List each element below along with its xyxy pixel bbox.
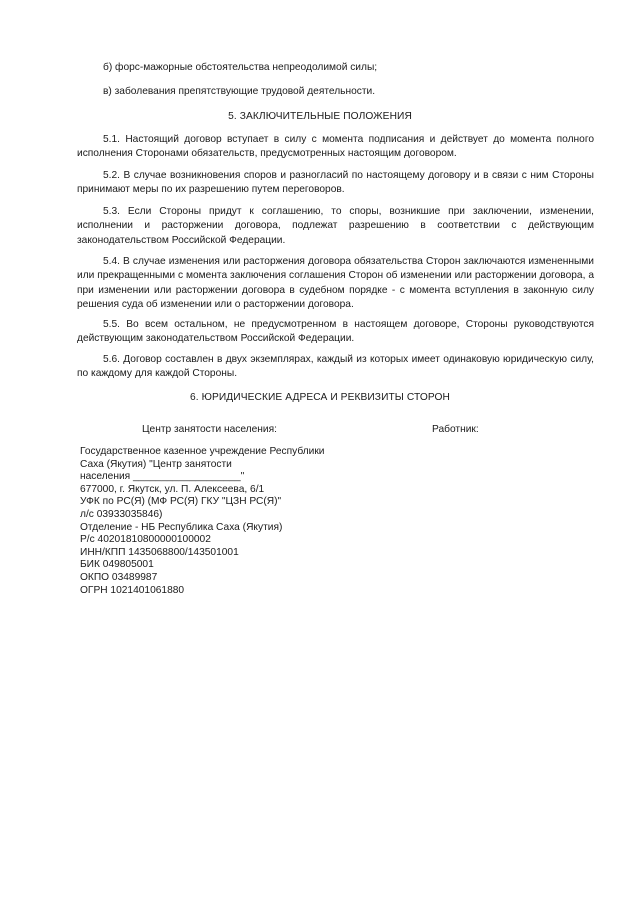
requisite-line: Р/с 40201810800000100002	[80, 534, 211, 546]
list-item-illness: в) заболевания препятствующие трудовой деятельности.	[103, 86, 376, 97]
employer-heading: Центр занятости населения:	[142, 424, 277, 435]
employee-heading: Работник:	[432, 424, 479, 435]
paragraph-5-5: 5.5. Во всем остальном, не предусмотренном в настоящем договоре, Стороны руководствуются действующим законодательством Российской Федерации.	[77, 319, 594, 345]
requisite-line: 677000, г. Якутск, ул. П. Алексеева, 6/1	[80, 483, 265, 495]
paragraph-5-6: 5.6. Договор составлен в двух экземплярах, каждый из которых имеет одинаковую юридическую силу, по каждому для каждой Стороны.	[77, 354, 594, 380]
requisite-line: ОКПО 03489987	[80, 571, 158, 583]
requisite-line: БИК 049805001	[80, 559, 154, 571]
paragraph-5-1: 5.1. Настоящий договор вступает в силу с момента подписания и действует до момента полного исполнения Сторонами обязательств, предусмотренных настоящим договором.	[77, 134, 594, 160]
requisite-line: Саха (Якутия) "Центр занятости	[80, 458, 232, 470]
requisite-line: населения ___________________"	[80, 471, 245, 483]
requisite-line: ИНН/КПП 1435068800/143501001	[80, 546, 239, 558]
requisite-line: Государственное казенное учреждение Республики	[80, 446, 325, 457]
requisite-line: УФК по РС(Я) (МФ РС(Я) ГКУ "ЦЗН РС(Я)"	[80, 496, 282, 508]
requisite-line: ОГРН 1021401061880	[80, 584, 185, 596]
list-item-force-majeure: б) форс-мажорные обстоятельства непреодолимой силы;	[103, 62, 378, 73]
paragraph-5-3: 5.3. Если Стороны придут к соглашению, то споры, возникшие при заключении, изменении, исполнении и расторжении договора, подлежат разрешению в соответствии с действующим законодательством Российской Федерации.	[77, 206, 594, 246]
paragraph-5-4: 5.4. В случае изменения или расторжения договора обязательства Сторон заключаются измененными или прекращенными с момента заключения соглашения Сторон об изменении или расторжении договора, а при изменении или расторжении договора в судебном порядке - с момента вступления в законную силу решения суда об изменении или о расторжении договора.	[77, 256, 594, 311]
requisite-line: л/с 03933035846)	[80, 508, 163, 520]
paragraph-5-2: 5.2. В случае возникновения споров и разногласий по настоящему договору и в связи с ним Стороны принимают меры по их разрешению путем переговоров.	[77, 170, 594, 196]
section5-title: 5. ЗАКЛЮЧИТЕЛЬНЫЕ ПОЛОЖЕНИЯ	[228, 111, 412, 122]
employer-requisites	[80, 446, 380, 597]
section6-title: 6. ЮРИДИЧЕСКИЕ АДРЕСА И РЕКВИЗИТЫ СТОРОН	[189, 392, 451, 403]
requisite-line: Отделение - НБ Республика Саха (Якутия)	[80, 521, 283, 533]
